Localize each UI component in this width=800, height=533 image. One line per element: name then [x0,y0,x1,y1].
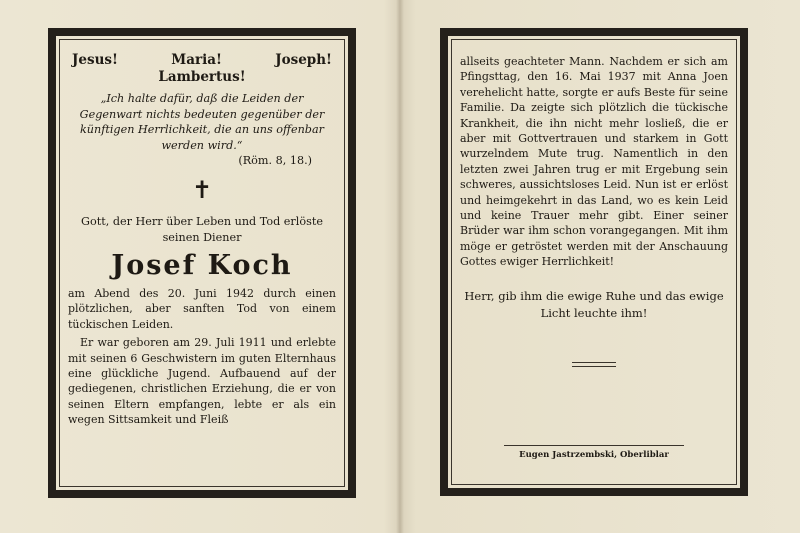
invocation-maria: Maria! [171,52,222,68]
right-panel-frame [440,28,748,496]
right-panel-content [460,44,728,480]
center-fold [396,0,404,533]
invocation-line [72,52,332,68]
cross-icon: ✝ [191,176,213,204]
invocation-lambertus: Lambertus! [158,69,246,85]
divider-line-1 [572,362,616,363]
death-announcement: Gott, der Herr über Leben und Tod erlöste seinen Diener [81,215,323,244]
closing-prayer: Herr, gib ihm die ewige Ruhe und das ewige Licht leuchte ihm! [464,288,724,320]
bible-quote: „Ich halte dafür, daß die Leiden der Gegenwart nichts bedeuten gegenüber der künftigen Herrlichkeit, die an uns offenbar werden wird.“ [79,92,325,152]
quote-reference: (Röm. 8, 18.) [238,154,312,167]
death-text: am Abend des 20. Juni 1942 durch einen plötzlichen, aber sanften Tod von einem tückischen Leiden. [68,287,336,331]
ornament-divider [572,362,616,367]
printer-credit: Eugen Jastrzembski, Oberliblar [519,450,669,460]
invocation-jesus: Jesus! [72,52,118,68]
deceased-name: Josef Koch [111,250,293,281]
left-panel-content [68,44,336,482]
life-text: Er war geboren am 29. Juli 1911 und erlebte mit seinen 6 Geschwistern im guten Elternhaus eine glückliche Jugend. Aufbauend auf der gediegenen, christlichen Erziehung, die er von seinen Eltern empfangen, lebte er als ein wegen Sittsamkeit und Fleiß [68,336,336,427]
biography-continued: allseits geachteter Mann. Nachdem er sich am Pfingsttag, den 16. Mai 1937 mit Anna Joen verehelicht hatte, sorgte er aufs Beste für seine Familie. Da zeigte sich plötzlich die tückische Krankheit, die ihn nicht mehr losließ, die er aber mit Gottvertrauen und starkem in Gott wurzelndem Mute trug. Namentlich in den letzten zwei Jahren trug er mit Ergebung sein schweres, aussichtsloses Leid. Nun ist er erlöst und heimgekehrt in das Land, wo es kein Leid und keine Trauer mehr gibt. Einer seiner Brüder war ihm schon vorangegangen. Mit ihm möge er getröstet werden mit der Anschauung Gottes ewiger Herrlichkeit! [460,55,728,269]
left-panel-frame [48,28,356,498]
invocation-joseph: Joseph! [275,52,332,68]
printer-rule [504,445,684,446]
divider-line-2 [572,366,616,367]
